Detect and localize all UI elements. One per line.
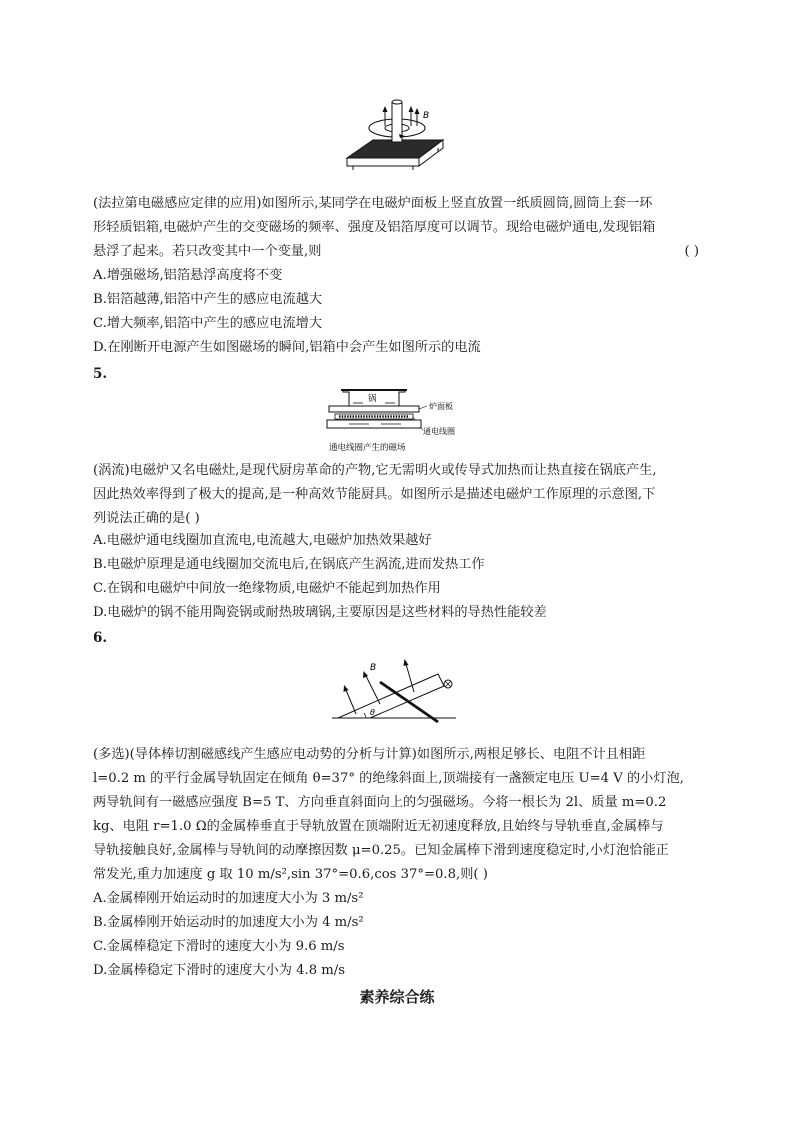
q5-label-field: 通电线圈产生的磁场 [329, 443, 406, 453]
q6-number: 6. [93, 630, 108, 646]
q6-option-a: A.金属棒刚开始运动时的加速度大小为 3 m/s² [93, 891, 364, 906]
q5-option-d: D.电磁炉的锅不能用陶瓷锅或耐热玻璃锅,主要原因是这些材料的导热性能较差 [93, 605, 547, 620]
q5-stem-line-3: 列说法正确的是( ) [93, 511, 200, 526]
q5-label-panel: 炉面板 [429, 402, 453, 411]
q5-label-pot: 锅 [368, 394, 377, 404]
q4-figure [345, 96, 445, 180]
q5-stem-line-1: (涡流)电磁炉又名电磁灶,是现代厨房革命的产物,它无需明火或传导式加热而让热直接在锅底产生, [93, 463, 657, 478]
q5-option-b: B.电磁炉原理是通电线圈加交流电后,在锅底产生涡流,进而发热工作 [93, 557, 485, 572]
q4-option-d: D.在刚断开电源产生如图磁场的瞬间,铝箱中会产生如图所示的电流 [93, 340, 481, 355]
q4-answer-blank: ( ) [684, 244, 699, 259]
q6-stem-line-5: 导轨接触良好,金属棒与导轨间的动摩擦因数 μ=0.25。已知金属棒下滑到速度稳定时,小灯泡恰能正 [93, 843, 669, 858]
q4-figure-label-b: B [423, 111, 430, 121]
q5-number: 5. [93, 366, 108, 382]
q4-stem-line-3: 悬浮了起来。若只改变其中一个变量,则 [93, 244, 322, 259]
q5-option-c: C.在锅和电磁炉中间放一绝缘物质,电磁炉不能起到加热作用 [93, 581, 441, 596]
q4-option-c: C.增大频率,铝箔中产生的感应电流增大 [93, 316, 323, 331]
q6-stem-line-4: kg、电阻 r=1.0 Ω的金属棒垂直于导轨放置在顶端附近无初速度释放,且始终与导轨垂直,金属棒与 [93, 819, 664, 834]
q6-stem-line-6: 常发光,重力加速度 g 取 10 m/s²,sin 37°=0.6,cos 37°=0.8,则( ) [93, 867, 488, 882]
q6-label-theta: θ [370, 708, 375, 717]
q5-figure [323, 384, 471, 456]
q6-label-b: B [370, 663, 377, 673]
q6-option-c: C.金属棒稳定下滑时的速度大小为 9.6 m/s [93, 939, 345, 954]
q5-stem-line-2: 因此热效率得到了极大的提高,是一种高效节能厨具。如图所示是描述电磁炉工作原理的示意图,下 [93, 487, 656, 502]
q6-stem-line-2: l=0.2 m 的平行金属导轨固定在倾角 θ=37° 的绝缘斜面上,顶端接有一盏额定电压 U=4 V 的小灯泡, [93, 771, 684, 786]
q6-option-d: D.金属棒稳定下滑时的速度大小为 4.8 m/s [93, 963, 345, 978]
q6-stem-line-1: (多选)(导体棒切割磁感线产生感应电动势的分析与计算)如图所示,两根足够长、电阻不计且相距 [93, 747, 646, 762]
q4-stem-line-2: 形轻质铝箱,电磁炉产生的交变磁场的频率、强度及铝箔厚度可以调节。现给电磁炉通电,发现铝箱 [93, 220, 656, 235]
q5-option-a: A.电磁炉通电线圈加直流电,电流越大,电磁炉加热效果越好 [93, 533, 432, 548]
q6-option-b: B.金属棒刚开始运动时的加速度大小为 4 m/s² [93, 915, 364, 930]
q4-stem-line-1: (法拉第电磁感应定律的应用)如图所示,某同学在电磁炉面板上竖直放置一纸质圆筒,圆筒上套一环 [93, 196, 653, 211]
q5-label-coil: 通电线圈 [423, 427, 455, 436]
q6-figure [330, 652, 458, 728]
section-title: 素养综合练 [359, 988, 435, 1006]
q4-option-a: A.增强磁场,铝箔悬浮高度将不变 [93, 268, 283, 283]
q6-stem-line-3: 两导轨间有一磁感应强度 B=5 T、方向垂直斜面向上的匀强磁场。今将一根长为 2l、质量 m=0.2 [93, 795, 667, 810]
q4-option-b: B.铝箔越薄,铝箔中产生的感应电流越大 [93, 292, 323, 307]
